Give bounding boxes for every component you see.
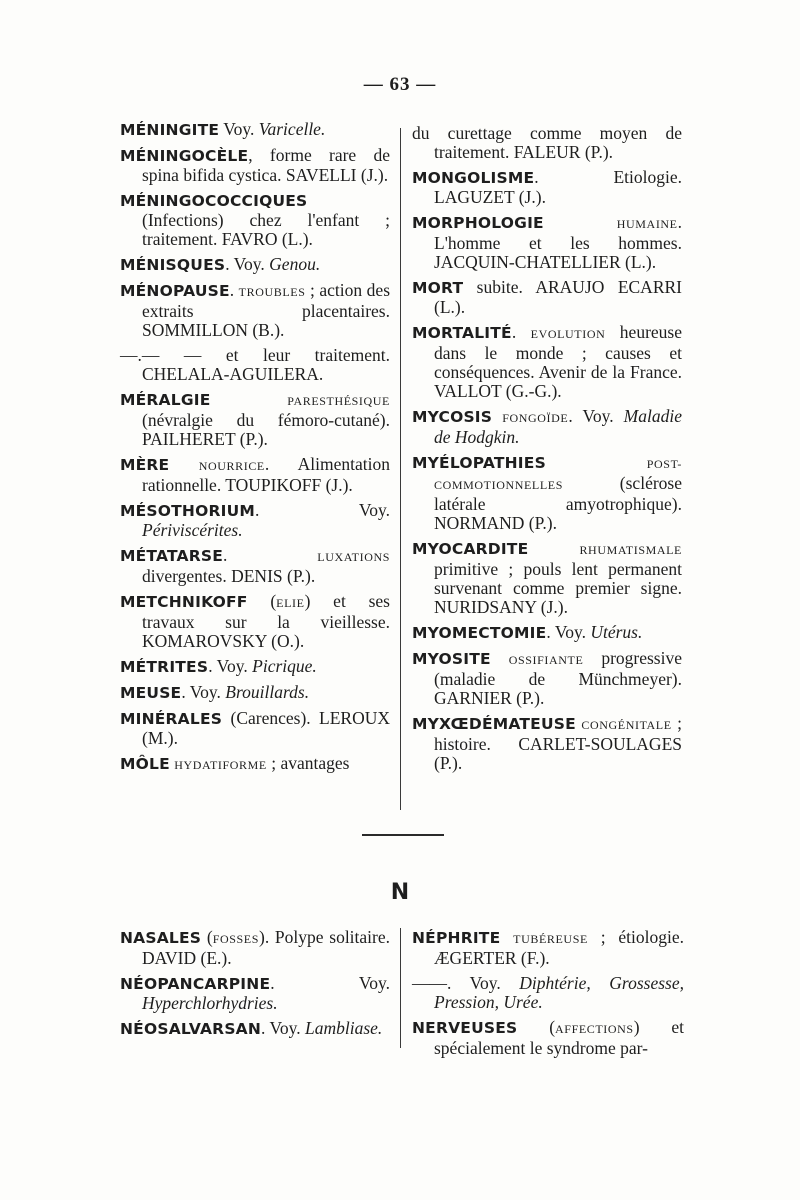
index-entry xyxy=(412,453,682,533)
entry-text: . Voy. xyxy=(546,622,591,642)
entry-text: (Infections) chez l'enfant ; traitement. FAVRO (L.). xyxy=(142,210,390,249)
entry-text: ; histoire. CARLET-SOULAGES (P.). xyxy=(434,713,682,773)
entry-text: . xyxy=(223,545,318,565)
index-entry xyxy=(120,146,390,185)
entry-text: . Etiologie. LAGUZET (J.). xyxy=(434,167,682,207)
index-entry xyxy=(412,213,682,272)
section-letter: N xyxy=(390,880,410,905)
entry-text: divergentes. DENIS (P.). xyxy=(142,566,316,586)
entry-headword: MYÉLOPATHIES xyxy=(412,454,546,472)
column-divider-bottom xyxy=(400,928,401,1048)
entry-headword: MÉNISQUES xyxy=(120,256,226,274)
entry-headword: MYOCARDITE xyxy=(412,540,529,558)
entry-headword: NÉOSALVARSAN xyxy=(120,1020,262,1038)
index-entry xyxy=(120,683,390,703)
index-entry xyxy=(412,928,684,968)
entry-text: (névralgie du fémoro-cutané). PAILHERET (P.). xyxy=(142,410,390,449)
entry-text xyxy=(500,927,513,947)
index-entry xyxy=(412,539,682,617)
index-entry xyxy=(412,649,682,708)
index-entry xyxy=(120,255,390,275)
index-entry xyxy=(120,455,390,495)
entry-cross-reference: Diphtérie, Grossesse, Pression, Urée. xyxy=(434,973,684,1012)
index-entry xyxy=(412,714,682,773)
entry-headword: MÉRALGIE xyxy=(120,391,211,409)
index-column-bottom-right xyxy=(412,928,684,1064)
entry-smallcaps-text: LUXATIONS xyxy=(317,550,390,564)
entry-text: ( xyxy=(201,927,213,947)
entry-headword: MYOSITE xyxy=(412,650,491,668)
entry-headword: MORT xyxy=(412,279,464,297)
entry-text xyxy=(492,406,502,426)
index-entry xyxy=(120,346,390,384)
entry-smallcaps-text: HUMAINE xyxy=(616,217,678,231)
entry-text: ; action des extraits placentaires. SOMMILLON (B.). xyxy=(142,280,391,340)
entry-cross-reference: Maladie de Hodgkin. xyxy=(434,406,682,447)
entry-headword: METCHNIKOFF xyxy=(120,593,248,611)
entry-text: . xyxy=(511,322,531,342)
index-entry xyxy=(120,1019,390,1039)
index-entry xyxy=(412,168,682,207)
index-entry xyxy=(412,623,682,643)
entry-text xyxy=(211,389,288,409)
entry-headword: MORPHOLOGIE xyxy=(412,214,544,232)
index-entry xyxy=(412,407,682,447)
entry-text: primitive ; pouls lent permanent survenant comme premier signe. NURIDSANY (J.). xyxy=(434,559,682,617)
entry-text: . L'homme et les hommes. JACQUIN-CHATELLIER (L.). xyxy=(434,212,682,272)
entry-smallcaps-text: HYDATIFORME xyxy=(174,758,267,772)
entry-headword: MEUSE xyxy=(120,684,182,702)
entry-text: . Voy. xyxy=(261,1018,305,1038)
index-entry xyxy=(120,928,390,968)
entry-smallcaps-text: ELIE xyxy=(276,596,305,610)
entry-smallcaps-text: FONGOÏDE xyxy=(502,411,569,425)
index-entry xyxy=(412,1018,684,1058)
index-entry xyxy=(120,546,390,586)
entry-text xyxy=(544,212,617,232)
index-entry xyxy=(120,120,390,140)
entry-headword: MÈRE xyxy=(120,456,170,474)
entry-text: , forme rare de spina bifida cystica. SAVELLI (J.). xyxy=(142,145,390,185)
entry-text: . Voy. xyxy=(255,500,390,520)
entry-cross-reference: Lambliase. xyxy=(304,1018,383,1038)
entry-smallcaps-text: EVOLUTION xyxy=(530,327,606,341)
entry-text: (sclérose latérale amyotrophique). NORMAND (P.). xyxy=(434,473,682,533)
entry-text: Voy. xyxy=(219,119,259,139)
entry-smallcaps-text: PARESTHÉSIQUE xyxy=(287,394,390,408)
entry-cross-reference: Périviscérites. xyxy=(142,520,243,540)
entry-cross-reference: Utérus. xyxy=(590,622,643,642)
entry-text: progressive (maladie de Münchmeyer). GARNIER (P.). xyxy=(434,648,682,708)
entry-headword: MÉNINGOCÈLE xyxy=(120,147,249,165)
index-entry xyxy=(120,281,390,340)
entry-text: ) et spécialement le syndrome par- xyxy=(434,1017,684,1058)
entry-text: (Carences). LEROUX (M.). xyxy=(142,708,390,748)
entry-smallcaps-text: OSSIFIANTE xyxy=(508,653,584,667)
entry-headword: MÉNINGOCOCCIQUES xyxy=(120,192,308,210)
index-entry xyxy=(120,754,390,775)
entry-smallcaps-text: NOURRICE xyxy=(198,459,265,473)
entry-text xyxy=(169,454,198,474)
entry-text: subite. ARAUJO ECARRI (L.). xyxy=(434,277,682,317)
entry-headword: MYCOSIS xyxy=(412,408,493,426)
entry-headword: MINÉRALES xyxy=(120,710,223,728)
entry-text: . xyxy=(229,280,239,300)
entry-text xyxy=(528,538,579,558)
entry-smallcaps-text: AFFECTIONS xyxy=(555,1022,634,1036)
entry-cross-reference: Brouillards. xyxy=(225,682,310,702)
index-entry xyxy=(120,390,390,449)
entry-smallcaps-text: RHUMATISMALE xyxy=(579,543,682,557)
entry-headword: MÉTATARSE xyxy=(120,547,224,565)
entry-headword: MORTALITÉ xyxy=(412,324,512,342)
index-entry xyxy=(120,657,390,677)
index-entry xyxy=(120,191,390,249)
index-entry xyxy=(120,592,390,651)
index-entry xyxy=(120,974,390,1013)
index-column-bottom-left xyxy=(120,928,390,1045)
entry-headword: MÉSOTHORIUM xyxy=(120,502,255,520)
entry-cross-reference: Varicelle. xyxy=(258,119,326,139)
entry-smallcaps-text: TUBÉREUSE xyxy=(513,932,588,946)
entry-headword: MÔLE xyxy=(120,755,170,773)
entry-headword: NASALES xyxy=(120,929,202,947)
entry-text: ( xyxy=(247,591,277,611)
entry-smallcaps-text: POST-COMMOTIONNELLES xyxy=(434,457,682,492)
entry-text: ( xyxy=(517,1017,556,1037)
entry-text: . Alimentation rationnelle. TOUPIKOFF (J.). xyxy=(142,454,390,495)
index-entry xyxy=(412,974,684,1012)
entry-text: —.— — et leur traitement. CHELALA-AGUILERA. xyxy=(120,345,390,384)
entry-text: . Voy. xyxy=(568,406,624,426)
entry-headword: MYOMECTOMIE xyxy=(412,624,547,642)
entry-text: ; avantages xyxy=(266,753,350,773)
column-divider-top xyxy=(400,128,401,810)
entry-headword: MYXŒDÉMATEUSE xyxy=(412,715,576,733)
entry-text: ——. Voy. xyxy=(412,973,520,993)
index-entry xyxy=(120,501,390,540)
entry-headword: MÉNOPAUSE xyxy=(120,282,230,300)
index-entry xyxy=(120,709,390,748)
entry-text: . Voy. xyxy=(225,254,270,274)
index-column-top-left xyxy=(120,120,390,781)
entry-headword: MONGOLISME xyxy=(412,169,535,187)
entry-headword: NERVEUSES xyxy=(412,1019,518,1037)
entry-smallcaps-text: FOSSES xyxy=(212,932,259,946)
entry-cross-reference: Hyperchlorhydries. xyxy=(142,993,278,1013)
entry-text: ). Polype solitaire. DAVID (E.). xyxy=(142,927,390,968)
entry-headword: MÉTRITES xyxy=(120,658,209,676)
page-number: — 63 — xyxy=(363,74,437,95)
entry-text: ; étiologie. ÆGERTER (F.). xyxy=(434,927,684,968)
index-entry xyxy=(412,278,682,317)
entry-text xyxy=(491,648,509,668)
entry-text: ) et ses travaux sur la vieillesse. KOMAROVSKY (O.). xyxy=(142,591,390,651)
entry-text xyxy=(546,452,647,472)
entry-text: du curettage comme moyen de traitement. FALEUR (P.). xyxy=(412,123,682,162)
entry-text: . Voy. xyxy=(181,682,226,702)
entry-text: . Voy. xyxy=(208,656,253,676)
index-entry xyxy=(412,323,682,401)
entry-headword: MÉNINGITE xyxy=(120,121,220,139)
entry-cross-reference: Genou. xyxy=(269,254,321,274)
entry-text: . Voy. xyxy=(270,973,390,993)
section-rule xyxy=(362,834,444,836)
entry-headword: NÉOPANCARPINE xyxy=(120,975,271,993)
entry-text: heureuse dans le monde ; causes et conséquences. Avenir de la France. VALLOT (G.-G.). xyxy=(434,322,682,401)
entry-smallcaps-text: CONGÉNITALE xyxy=(581,718,672,732)
entry-headword: NÉPHRITE xyxy=(412,929,501,947)
entry-smallcaps-text: TROUBLES xyxy=(238,285,306,299)
index-entry xyxy=(412,124,682,162)
entry-cross-reference: Picrique. xyxy=(252,656,317,676)
index-column-top-right xyxy=(412,124,682,779)
